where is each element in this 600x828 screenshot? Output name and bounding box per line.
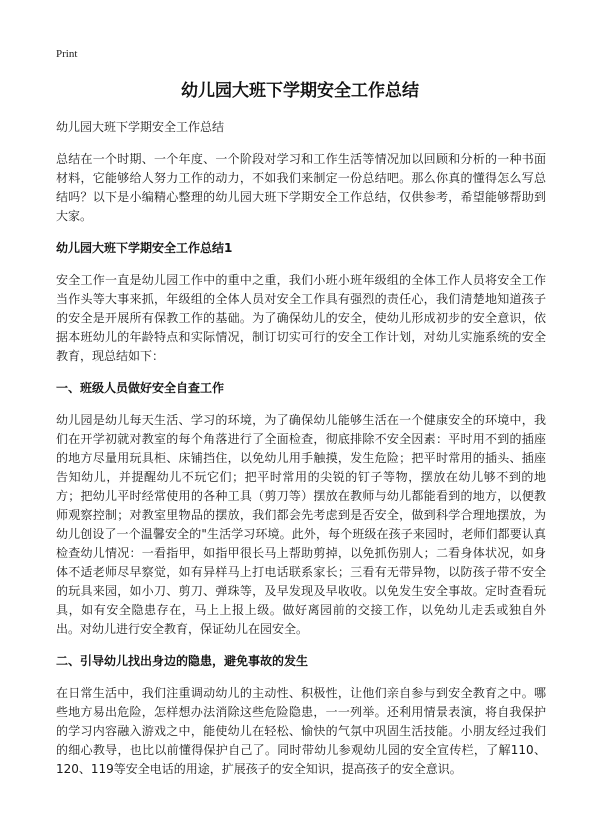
intro-paragraph: 总结在一个时期、一个年度、一个阶段对学习和工作生活等情况加以回顾和分析的一种书面材料，它能够给人努力工作的动力，不如我们来制定一份总结吧。那么你真的懂得怎么写总结吗？以下是小编精心整理的幼儿园大班下学期安全工作总结，仅供参考，希望能够帮助到大家。 [56,152,546,223]
document-body [56,118,546,792]
section-paragraph-1: 幼儿园是幼儿每天生活、学习的环境，为了确保幼儿能够生活在一个健康安全的环境中，我们在开学初就对教室的每个角落进行了全面检查，彻底排除不安全因素：平时用不到的插座的地方尽量用玩具柜、床铺挡住，以免幼儿用手触摸，发生危险；把平时常用的插头、插座告知幼儿，并提醒幼儿不玩它们；把平时常用的尖锐的钉子等物，摆放在幼儿够不到的地方；把幼儿平时经常使用的各种工具（剪刀等）摆放在教师与幼儿都能看到的地方，以便教师观察控制；对教室里物品的摆放，我们都会先考虑到是否安全，做到科学合理地摆放，为幼儿创设了一个温馨安全的"生活学习环境。此外，每个班级在孩子来园时，老师们都要认真检查幼儿情况：一看指甲，如指甲很长马上帮助剪掉，以免抓伤别人；二看身体状况，如身体不适老师尽早察觉，如有异样马上打电话联系家长；三看有无带异物，以防孩子带不安全的玩具来园，如小刀、剪刀、弹珠等，及早发现及早收收。以免发生安全事故。定时查看玩具，如有安全隐患存在，马上上报上级。做好离园前的交接工作，以免幼儿走丢或独自外出。对幼儿进行安全教育，保证幼儿在园安全。 [56,413,546,636]
section-heading-2: 二、引导幼儿找出身边的隐患，避免事故的发生 [56,654,309,668]
section-paragraph-2: 在日常生活中，我们注重调动幼儿的主动性、积极性，让他们亲自参与到安全教育之中。哪些地方易出危险，怎样想办法消除这些危险隐患，一一列举。还利用情景表演，将自我保护的学习内容融入游戏之中，能使幼儿在轻松、愉快的气氛中巩固生活技能。小朋友经过我们的细心教导，也比以前懂得保护自己了。同时带幼儿参观幼儿园的安全宣传栏，了解110、120、119等安全电话的用途，扩展孩子的安全知识，提高孩子的安全意识。 [56,686,546,776]
print-link[interactable]: Print [56,48,78,60]
opening-paragraph: 安全工作一直是幼儿园工作中的重中之重，我们小班小班年级组的全体工作人员将安全工作当作头等大事来抓，年级组的全体人员对安全工作具有强烈的责任心，我们清楚地知道孩子的安全是开展所有保教工作的基础。为了确保幼儿的安全，使幼儿形成初步的安全意识，依据本班幼儿的年龄特点和实际情况，制订切实可行的安全工作计划，对幼儿实施系统的安全教育，现总结如下： [56,273,546,363]
document-subtitle: 幼儿园大班下学期安全工作总结 [56,120,225,134]
article-heading: 幼儿园大班下学期安全工作总结1 [56,241,233,255]
page-title: 幼儿园大班下学期安全工作总结 [181,81,419,101]
section-heading-1: 一、班级人员做好安全自查工作 [56,381,225,395]
